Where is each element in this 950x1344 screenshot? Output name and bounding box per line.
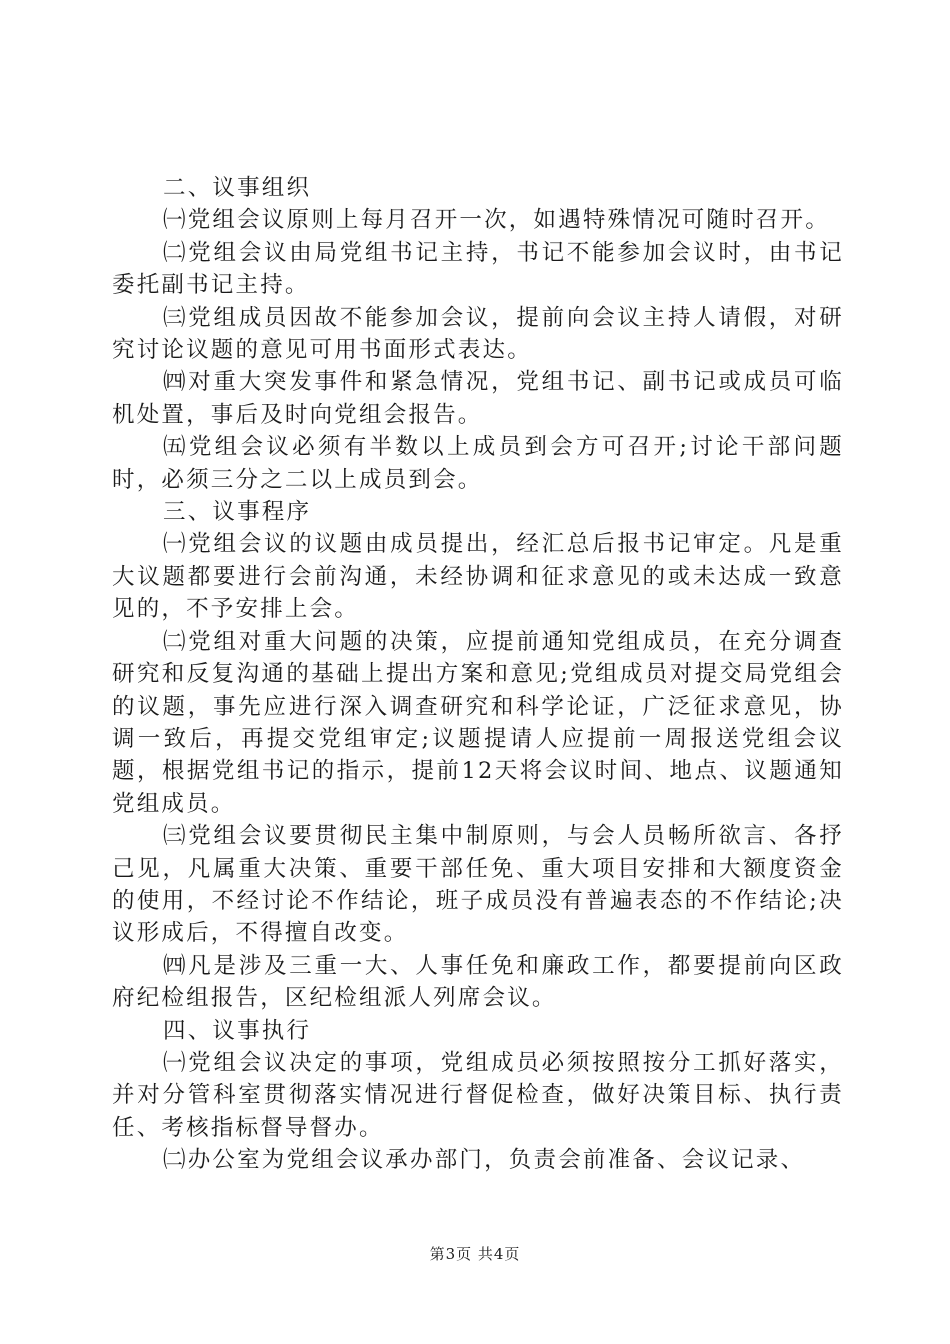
paragraph: ㈣对重大突发事件和紧急情况，党组书记、副书记或成员可临机处置，事后及时向党组会报告。 [112,369,844,428]
paragraph: ㈠党组会议原则上每月召开一次，如遇特殊情况可随时召开。 [163,207,830,234]
paragraph: ㈢党组成员因故不能参加会议，提前向会议主持人请假，对研究讨论议题的意见可用书面形式表达。 [112,304,844,364]
paragraph: ㈢党组会议要贯彻民主集中制原则，与会人员畅所欲言、各抒己见，凡属重大决策、重要干部任免、重大项目安排和大额度资金的使用，不经讨论不作结论，班子成员没有普遍表态的不作结论;决议形成后，不得擅自改变。 [112,823,844,947]
section-heading: 三、议事程序 [163,499,312,526]
section-heading: 四、议事执行 [163,1017,312,1044]
paragraph: ㈡党组对重大问题的决策，应提前通知党组成员，在充分调查研究和反复沟通的基础上提出方案和意见;党组成员对提交局党组会的议题，事先应进行深入调查研究和科学论证，广泛征求意见，协调一致后，再提交党组审定;议题提请人应提前一周报送党组会议题，根据党组书记的指示，提前12天将会议时间、地点、议题通知党组成员。 [112,628,844,817]
page-number-footer: 第3页 共4页 [429,1245,521,1263]
paragraph: ㈠党组会议决定的事项，党组成员必须按照按分工抓好落实，并对分管科室贯彻落实情况进行督促检查，做好决策目标、执行责任、考核指标督导督办。 [112,1049,844,1141]
paragraph: ㈡办公室为党组会议承办部门，负责会前准备、会议记录、 [163,1147,806,1174]
paragraph: ㈡党组会议由局党组书记主持，书记不能参加会议时，由书记委托副书记主持。 [112,239,844,299]
paragraph: ㈠党组会议的议题由成员提出，经汇总后报书记审定。凡是重大议题都要进行会前沟通，未经协调和征求意见的或未达成一致意见的，不予安排上会。 [112,531,844,623]
document-body [112,172,844,1177]
section-heading: 二、议事组织 [163,175,312,201]
paragraph: ㈣凡是涉及三重一大、人事任免和廉政工作，都要提前向区政府纪检组报告，区纪检组派人列席会议。 [112,952,844,1012]
paragraph: ㈤党组会议必须有半数以上成员到会方可召开;讨论干部问题时，必须三分之二以上成员到会。 [112,434,844,493]
